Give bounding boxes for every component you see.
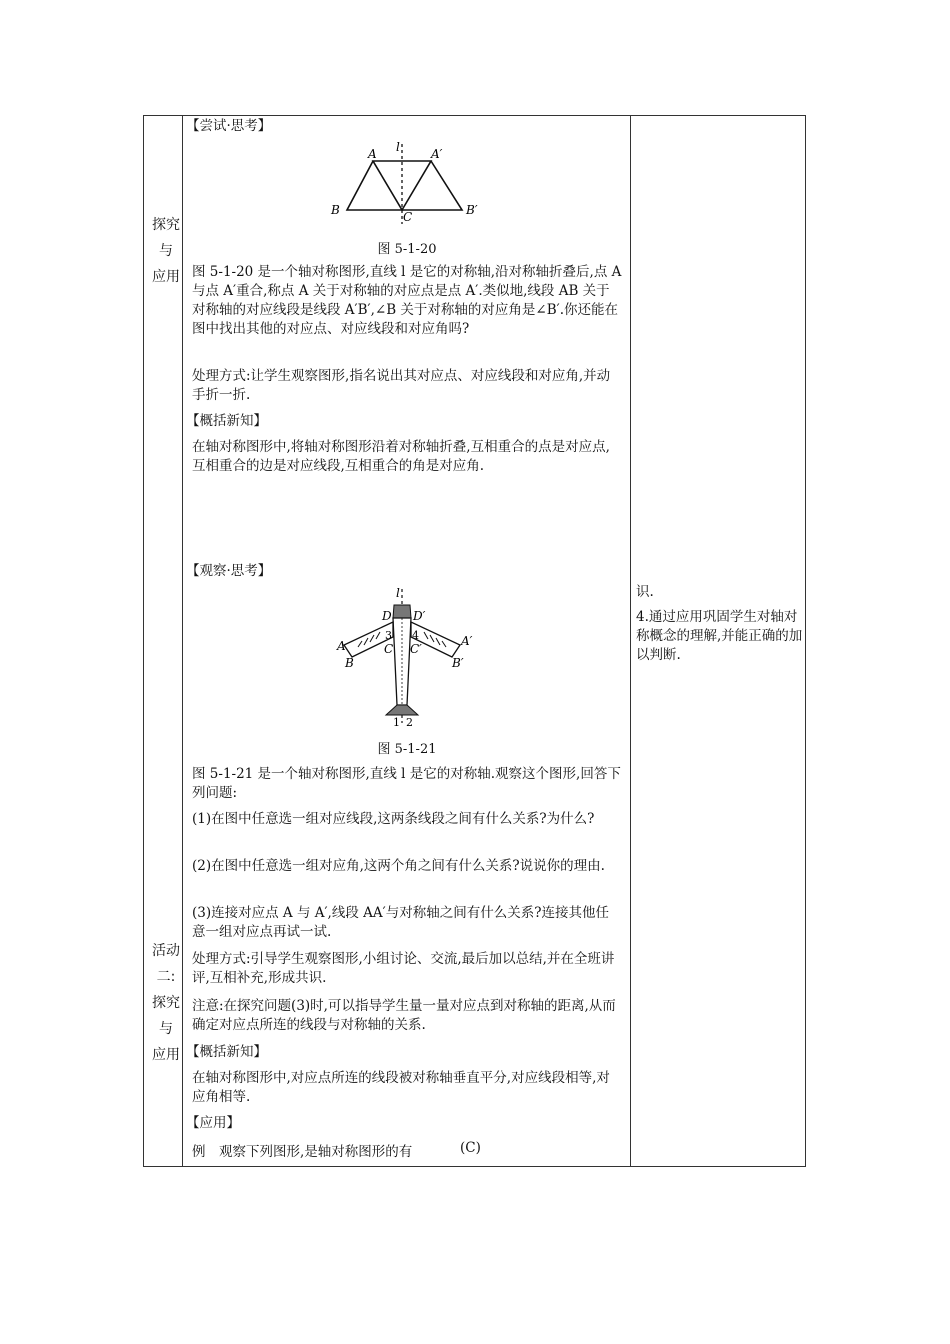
fig2-label: A [337, 639, 346, 653]
column-divider-right [630, 116, 631, 1166]
summary-2: 在轴对称图形中,对应点所连的线段被对称轴垂直平分,对应线段相等,对应角相等. [192, 1070, 610, 1105]
question-3: (3)连接对应点 A 与 A′,线段 AA′与对称轴之间有什么关系?连接其他任意一组对应点再试一试. [192, 905, 609, 940]
fig2-label: l [396, 586, 400, 600]
heading-summary-1: 【概括新知】 [186, 413, 267, 429]
figure-5-1-21 [330, 585, 480, 727]
column-divider-left [182, 116, 183, 1166]
note-2: 注意:在探究问题(3)时,可以指导学生量一量对应点到对称轴的距离,从而确定对应点所连的线段与对称轴的关系. [192, 998, 616, 1033]
side-label-line: 与 [159, 243, 173, 259]
side-label-line: 二: [156, 969, 176, 985]
side-label-line: 探究 [152, 217, 180, 233]
fig2-label: 3 [385, 629, 392, 642]
fig2-nose [393, 605, 411, 618]
fig1-label: B [331, 203, 340, 217]
right-note-2: 4.通过应用巩固学生对轴对称概念的理解,并能正确的加以判断. [636, 609, 803, 663]
fig1-label: B′ [466, 203, 478, 217]
fig1-label: l [396, 140, 400, 154]
fig2-label: D′ [413, 609, 426, 623]
side-label-line: 探究 [152, 995, 180, 1011]
heading-try-think: 【尝试·思考】 [186, 118, 272, 134]
paragraph-5-1-20: 图 5-1-20 是一个轴对称图形,直线 l 是它的对称轴,沿对称轴折叠后,点 A 与点 A′重合,称点 A 关于对称轴的对应点是点 A′.类似地,线段 AB 关于对称轴的对应线段是线段 A′B′,∠B 关于对称轴的对应角是∠B′.你还能在图中找出其他的对应点、对应线段和对应角吗? [192, 264, 622, 337]
example-text: 例 观察下列图形,是轴对称图形的有 [192, 1144, 413, 1160]
figure-caption-5-1-21: 图 5-1-21 [377, 742, 437, 757]
fig2-label: 4 [412, 629, 419, 642]
fig1-left-triangle [347, 161, 431, 210]
question-1: (1)在图中任意选一组对应线段,这两条线段之间有什么关系?为什么? [192, 811, 595, 827]
side-label-bottom [150, 938, 182, 1068]
side-label-line: 与 [159, 1021, 173, 1037]
heading-summary-2: 【概括新知】 [186, 1044, 267, 1060]
fig2-label: D [382, 609, 392, 623]
heading-apply: 【应用】 [186, 1115, 240, 1131]
heading-observe-think: 【观察·思考】 [186, 563, 272, 579]
summary-1: 在轴对称图形中,将轴对称图形沿着对称轴折叠,互相重合的点是对应点,互相重合的边是对应线段,互相重合的角是对应角. [192, 439, 610, 474]
fig1-label: A′ [431, 147, 443, 161]
fig2-label: B [345, 656, 354, 670]
fig1-right-triangle [402, 161, 462, 210]
figure-5-1-20 [325, 138, 495, 228]
fig2-label: A′ [461, 634, 473, 648]
side-label-line: 应用 [152, 1047, 180, 1063]
side-label-top [150, 212, 182, 290]
question-2: (2)在图中任意选一组对应角,这两个角之间有什么关系?说说你的理由. [192, 858, 605, 874]
fig2-label: B′ [452, 656, 464, 670]
method-1: 处理方式:让学生观察图形,指名说出其对应点、对应线段和对应角,并动手折一折. [192, 368, 611, 403]
fig2-label: 1 [393, 716, 400, 727]
intro-5-1-21: 图 5-1-21 是一个轴对称图形,直线 l 是它的对称轴.观察这个图形,回答下列问题: [192, 766, 621, 801]
fig1-label: C [403, 210, 413, 224]
fig2-tail [386, 705, 418, 715]
right-note-1: 识. [636, 584, 654, 600]
figure-caption-5-1-20: 图 5-1-20 [377, 242, 437, 257]
fig1-label: A [368, 147, 377, 161]
fig2-label: 2 [406, 716, 413, 727]
fig2-label: C′ [410, 642, 422, 656]
fig2-label: C [384, 642, 394, 656]
side-label-line: 活动 [152, 943, 180, 959]
side-label-line: 应用 [152, 269, 180, 285]
method-2: 处理方式:引导学生观察图形,小组讨论、交流,最后加以总结,并在全班讲评,互相补充,形成共识. [192, 951, 615, 986]
example-answer: (C) [460, 1140, 481, 1156]
